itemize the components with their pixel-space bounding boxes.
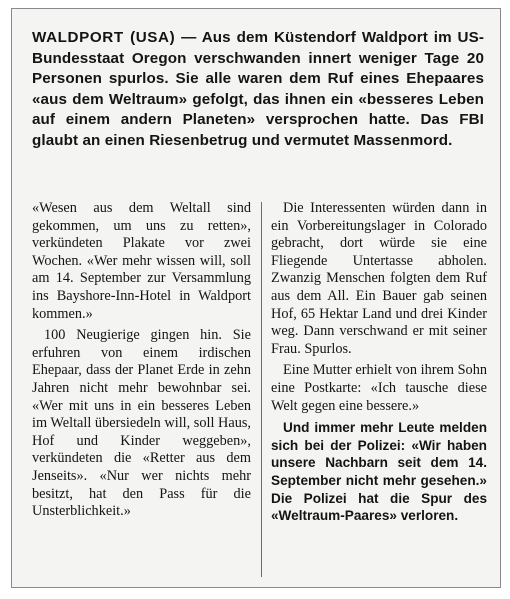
right-column	[271, 200, 487, 529]
dateline: WALDPORT (USA)	[32, 29, 176, 46]
lead-paragraph	[32, 28, 484, 151]
right-paragraph-3: Und immer mehr Leute melden sich bei der Polizei: «Wir haben unsere Nachbarn seit dem 14. September nicht mehr gesehen.» Die Polizei hat die Spur des «Weltraum-Paares» verloren.	[271, 420, 487, 524]
right-paragraph-1: Die Interessenten würden dann in ein Vorbereitungslager in Colorado gebracht, dort würde sie eine Fliegende Untertasse abholen. Zwanzig Menschen folgten dem Ruf aus dem All. Ein Bauer gab seinen Hof, 65 Hektar Land und drei Kinder weg. Dann verschwand er mit seiner Frau. Spurlos.	[271, 200, 487, 357]
left-column	[32, 200, 251, 525]
newspaper-clipping	[11, 8, 501, 588]
lead-text: — Aus dem Küstendorf Waldport im US-Bundesstaat Oregon verschwanden innert weniger Tage 20 Personen spurlos. Sie alle waren dem Ruf eines Ehepaares «aus dem Weltraum» gefolgt, das ihnen ein «besseres Leben auf einem andern Planeten» versprochen hatte. Das FBI glaubt an einen Riesenbetrug und vermutet Massenmord.	[32, 29, 484, 149]
column-divider	[261, 202, 262, 577]
right-paragraph-2: Eine Mutter erhielt von ihrem Sohn eine Postkarte: «Ich tausche diese Welt gegen eine bessere.»	[271, 362, 487, 414]
left-paragraph-1: «Wesen aus dem Weltall sind gekommen, um uns zu retten», verkündeten Plakate vor zwei Wochen. «Wer mehr wissen will, soll am 14. September zur Versammlung ins Bayshore-Inn-Hotel in Waldport kommen.»	[32, 200, 251, 322]
left-paragraph-2: 100 Neugierige gingen hin. Sie erfuhren von einem irdischen Ehepaar, dass der Planet Erde in zehn Jahren nicht mehr bewohnbar sei. «Wer mit uns in ein besseres Leben im Weltall übersiedeln will, soll Haus, Hof und Kinder weggeben», verkündeten die «Retter aus dem Jenseits». «Nur wer nichts mehr besitzt, hat den Pass für die Unsterblichkeit.»	[32, 327, 251, 520]
